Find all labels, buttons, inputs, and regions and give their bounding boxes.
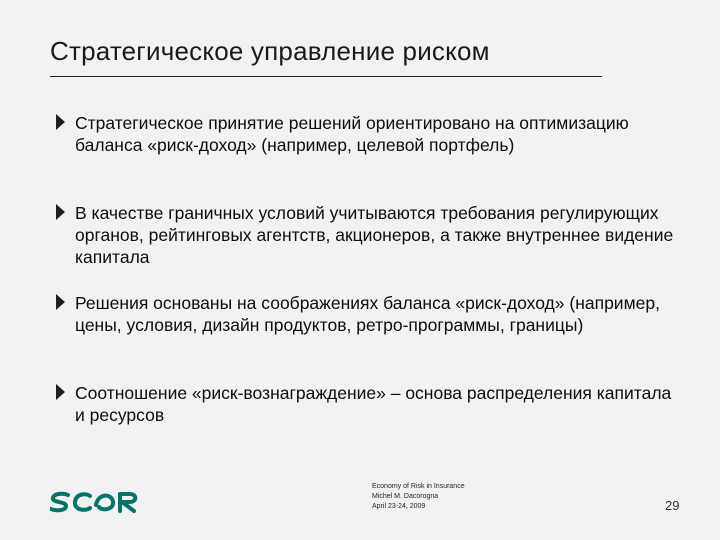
bullet-arrow-icon xyxy=(56,294,65,310)
footer-line-2: Michel M. Dacorogna xyxy=(372,493,439,500)
bullet-arrow-icon xyxy=(56,384,65,400)
bullet-text: Соотношение «риск-вознаграждение» – основа распределения капитала и ресурсов xyxy=(75,383,672,425)
page-number: 29 xyxy=(665,498,680,513)
bullet-text: Стратегическое принятие решений ориентировано на оптимизацию баланса «риск-доход» (например, целевой портфель) xyxy=(75,113,629,155)
title-underline xyxy=(50,76,602,77)
footer-line-1: Economy of Risk in Insurance xyxy=(372,483,465,490)
bullet-arrow-icon xyxy=(56,114,65,130)
footer-line-3: April 23-24, 2009 xyxy=(372,503,426,510)
bullet-text: В качестве граничных условий учитываются требования регулирующих органов, рейтинговых агентств, акционеров, а также внутреннее видение капитала xyxy=(75,203,674,267)
bullet-arrow-icon xyxy=(56,204,65,220)
slide-title: Стратегическое управление риском xyxy=(50,36,490,66)
scor-logo xyxy=(50,490,142,519)
footer-note xyxy=(372,482,465,512)
bullet-text: Решения основаны на соображениях баланса «риск-доход» (например, цены, условия, дизайн продуктов, ретро-программы, границы) xyxy=(75,293,660,335)
